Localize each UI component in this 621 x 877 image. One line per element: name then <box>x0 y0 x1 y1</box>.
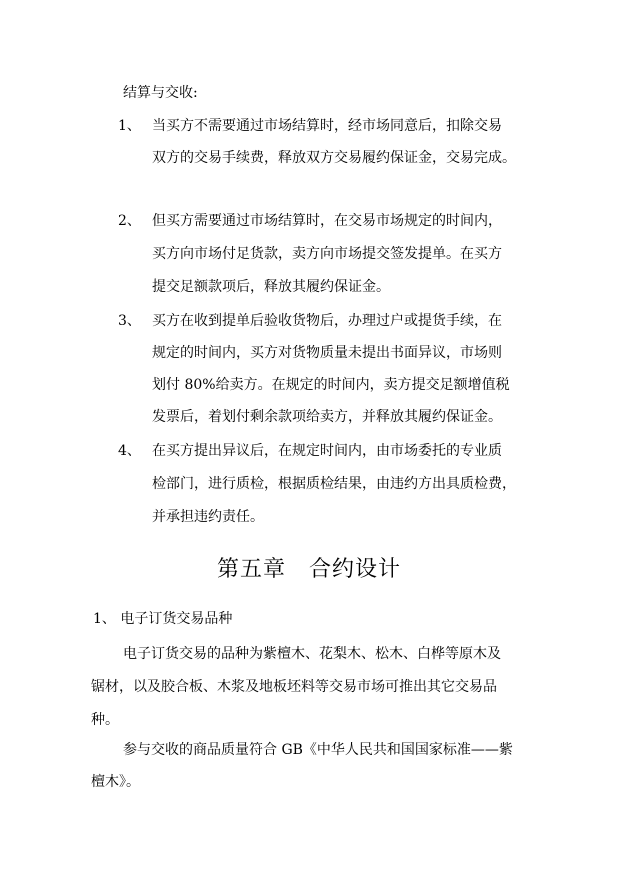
item-1-number: 1、 <box>118 118 141 134</box>
section-1-para-2-line-2: 檀木》。 <box>91 774 140 790</box>
section-1-para-2-line-1: 参与交收的商品质量符合 GB《中华人民共和国国家标准——紫 <box>123 742 513 758</box>
item-3-line-2: 规定的时间内，买方对货物质量未提出书面异议，市场则 <box>152 345 502 361</box>
chapter-title: 第五章 合约设计 <box>217 557 402 582</box>
item-4-line-1: 在买方提出异议后，在规定时间内，由市场委托的专业质 <box>152 443 502 459</box>
item-2-line-2: 买方向市场付足货款，卖方向市场提交签发提单。在买方 <box>152 246 502 262</box>
item-3-number: 3、 <box>118 313 141 329</box>
item-1-line-2: 双方的交易手续费，释放双方交易履约保证金，交易完成。 <box>152 150 516 166</box>
section-1-heading: 1、 电子订货交易品种 <box>93 611 233 627</box>
item-2-line-3: 提交足额款项后，释放其履约保证金。 <box>152 279 390 295</box>
item-3-line-4: 发票后，着划付剩余款项给卖方，并释放其履约保证金。 <box>152 409 502 425</box>
item-4-line-3: 并承担违约责任。 <box>152 509 264 525</box>
settlement-heading: 结算与交收: <box>123 85 198 101</box>
section-1-para-1-line-3: 种。 <box>91 712 119 728</box>
item-2-number: 2、 <box>118 213 141 229</box>
item-2-line-1: 但买方需要通过市场结算时，在交易市场规定的时间内， <box>152 213 502 229</box>
section-1-para-1-line-1: 电子订货交易的品种为紫檀木、花梨木、松木、白桦等原木及 <box>123 646 501 662</box>
item-3-line-1: 买方在收到提单后验收货物后，办理过户或提货手续，在 <box>152 313 502 329</box>
item-1-line-1: 当买方不需要通过市场结算时，经市场同意后，扣除交易 <box>152 118 502 134</box>
item-4-number: 4、 <box>118 443 141 459</box>
item-3-line-3: 划付 80%给卖方。在规定的时间内，卖方提交足额增值税 <box>152 377 510 393</box>
item-4-line-2: 检部门，进行质检，根据质检结果，由违约方出具质检费， <box>152 476 516 492</box>
section-1-para-1-line-2: 锯材，以及胶合板、木浆及地板坯料等交易市场可推出其它交易品 <box>91 679 497 695</box>
